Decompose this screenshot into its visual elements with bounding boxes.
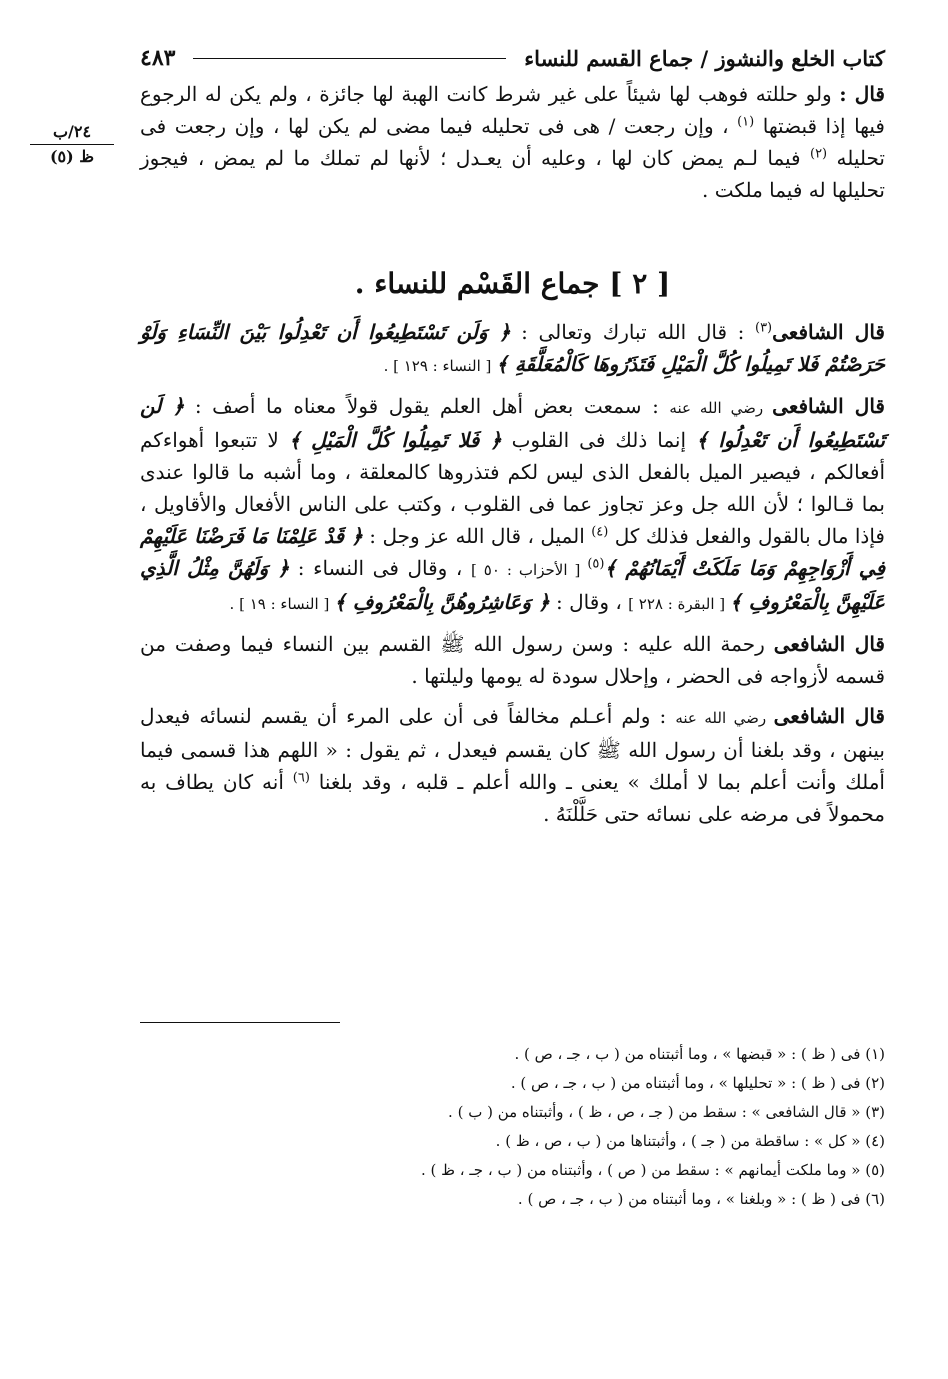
honorific: رضي الله عنه	[675, 709, 774, 727]
verse-reference: [ البقرة : ٢٢٨ ]	[628, 595, 730, 613]
footnotes	[300, 1040, 885, 1214]
footnote: (١) فى ( ظ ) : « قبضها » ، وما أثبتناه من ( ب ، جـ ، ص ) .	[514, 1045, 885, 1063]
margin-note-folio: ٢٤/ب	[52, 122, 92, 141]
para4-text-1: : ولم أعـلم مخالفاً فى أن على المرء أن يقسم لنسائه فيعدل بينهن ، وقد بلغنا أن رسول الله ﷺ كان يقسم فيعدل ، ثم يقول : « اللهم هذا قسمى فيما أملك وأنت أعلم بما لا أملك » يعنى ـ والله أعلم ـ قلبه ، وقد بلغنا	[140, 704, 885, 794]
footnote-ref-3: (٣)	[754, 320, 773, 336]
para2-text-4: الميل ، قال الله عز وجل :	[362, 524, 592, 548]
verse-reference: [ النساء : ١٩ ] .	[229, 595, 335, 613]
para3-text: رحمة الله عليه : وسن رسول الله ﷺ القسم بين النساء فيما وصفت من قسمه لأزواجه فى الحضر ، وإحلال سودة له يومها وليلتها .	[140, 632, 885, 688]
paragraph-3	[140, 628, 885, 692]
honorific: رضي الله عنه	[669, 399, 773, 417]
footnote: (٤) « كل » : ساقطة من ( جـ ) ، وأثبتناها من ( ب ، ص ، ظ ) .	[495, 1132, 885, 1150]
footnote-ref-4: (٤)	[591, 524, 609, 540]
intro-paragraph	[140, 78, 885, 206]
section-title: [ ٢ ] جماع القَسْم للنساء .	[354, 267, 671, 300]
footnote-ref-2: (٢)	[809, 146, 828, 162]
para3-lead: قال الشافعى	[773, 632, 885, 656]
footnote-ref-6: (٦)	[292, 770, 310, 786]
quran-verse: ﴿ قَدْ عَلِمْنَا مَا فَرَضْنَا عَلَيْهِمْ فِي أَزْوَاجِهِمْ وَمَا مَلَكَتْ أَيْمَانُهُمْ ﴾	[140, 524, 886, 580]
footnote: (٥) « وما ملكت أيمانهم » : سقط من ( ص ) ، وأثبتناه من ( ب ، جـ ، ظ ) .	[421, 1161, 885, 1179]
para1-text: : قال الله تبارك وتعالى :	[510, 320, 755, 344]
para2-text-3: لا تتبعوا أهواءكم أفعالكم ، فيصير الميل بالفعل الذى ليس لكم فتذروها كالمعلقة ، وما أشبه ما قالوا عندى بما قـالوا ؛ لأن الله جل وعز تجاوز عما فى القلوب ، وكتب على الناس الأفعال والأقاويل ، فإذا مال بالقول والفعل فذلك كل	[140, 428, 885, 548]
verse-reference: [ النساء : ١٢٩ ] .	[383, 357, 497, 375]
para2-text-5: ، وقال فى النساء :	[289, 556, 471, 580]
para4-lead: قال الشافعى	[773, 704, 885, 728]
quran-verse: ﴿ وَلَهُنَّ مِثْلُ الَّذِي عَلَيْهِنَّ بِالْمَعْرُوفِ ﴾	[140, 556, 885, 614]
para2-text-1: : سمعت بعض أهل العلم يقول قولاً معناه ما أصف :	[184, 394, 670, 418]
footnote: (٦) فى ( ظ ) : « وبلغنا » ، وما أثبتناه من ( ب ، جـ ، ص ) .	[517, 1190, 885, 1208]
intro-lead: قال :	[839, 82, 885, 106]
margin-note-divider	[30, 144, 114, 145]
paragraph-4	[140, 700, 885, 830]
para2-lead: قال الشافعى	[772, 394, 885, 418]
header-rule	[193, 58, 506, 59]
intro-text-2: ، وإن رجعت / هى فى تحليله فيما مضى لم يكن لها ، وإن رجعت فى تحليله	[140, 114, 885, 170]
intro-text-3: فيما لـم يمض كان لها ، وعليه أن يعـدل ؛ لأنها لم تملك ما لم يمض ، فيجوز تحليلها له فيما ملكت .	[140, 146, 885, 202]
footnote-rule	[140, 1022, 340, 1023]
footnote: (٢) فى ( ظ ) : « تحليلها » ، وما أثبتناه من ( ب ، جـ ، ص ) .	[510, 1074, 885, 1092]
para2-text-6: ، وقال :	[549, 590, 629, 614]
paragraph-1	[140, 316, 885, 382]
running-header	[140, 38, 885, 78]
quran-verse: ﴿ لَن تَسْتَطِيعُوا أَن تَعْدِلُوا ﴾	[140, 394, 885, 452]
quran-verse: ﴿ فَلا تَمِيلُوا كُلَّ الْمَيْلِ ﴾	[288, 428, 502, 452]
page-body	[140, 38, 885, 830]
running-title: كتاب الخلع والنشوز / جماع القسم للنساء	[524, 45, 885, 71]
quran-verse: ﴿ وَعَاشِرُوهُنَّ بِالْمَعْرُوفِ ﴾	[334, 590, 550, 614]
paragraph-2	[140, 390, 885, 620]
para1-lead: قال الشافعى	[772, 320, 885, 344]
quran-verse: ﴿ وَلَن تَسْتَطِيعُوا أَن تَعْدِلُوا بَيْنَ النِّسَاءِ وَلَوْ حَرَصْتُمْ فَلا تَمِيلُوا كُلَّ الْمَيْلِ فَتَذَرُوهَا كَالْمُعَلَّقَةِ ﴾	[140, 320, 885, 376]
margin-note	[22, 122, 122, 167]
verse-reference: [ الأحزاب : ٥٠ ]	[470, 561, 588, 579]
footnote: (٣) « قال الشافعى » : سقط من ( جـ ، ص ، ظ ) ، وأثبتناه من ( ب ) .	[448, 1103, 885, 1121]
page-number: ٤٨٣	[140, 45, 176, 71]
intro-text: ولو حللته فوهب لها شيئاً على غير شرط كانت الهبة لها جائزة ، ولم يكن له الرجوع فيها إذا قبضتها	[140, 82, 885, 138]
margin-note-manuscript: ظ (٥)	[49, 147, 95, 166]
para2-text-2: إنما ذلك فى القلوب	[501, 428, 697, 452]
footnote-ref-5: (٥)	[587, 556, 605, 572]
para4-text-2: أنه كان يطاف به محمولاً فى مرضه على نسائه حتى حَلَّلْنَهُ .	[140, 770, 885, 826]
footnote-ref-1: (١)	[737, 114, 755, 130]
